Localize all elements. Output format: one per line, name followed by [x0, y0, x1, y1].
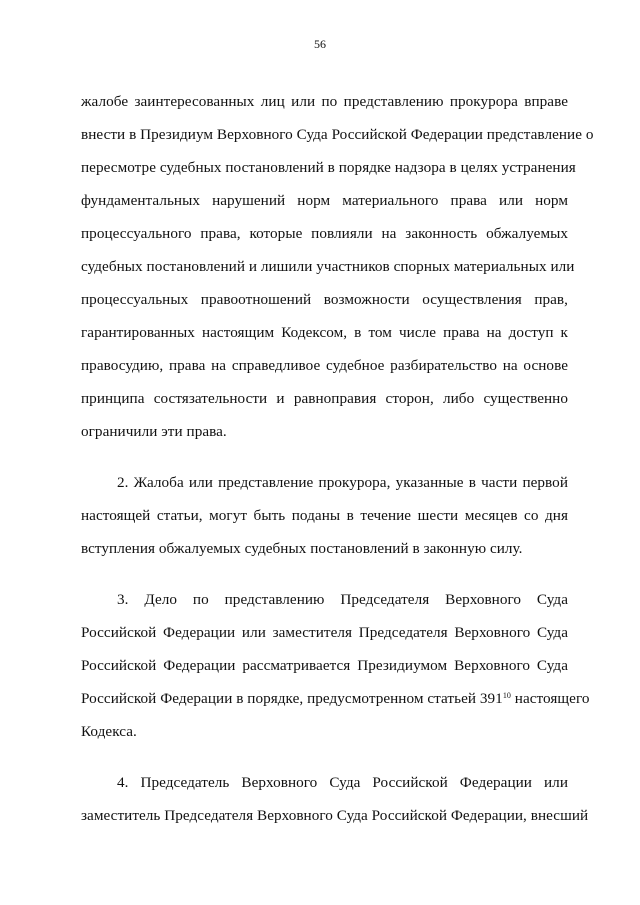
text-line: заместитель Председателя Верховного Суда Российской Федерации, внесший — [81, 807, 589, 824]
paragraph-gap — [81, 748, 568, 766]
text-line: жалобе заинтересованных лиц или по представлению прокурора вправе — [81, 93, 568, 110]
text-line: судебных постановлений и лишили участников спорных материальных или — [81, 258, 575, 275]
paragraph-3 — [81, 583, 590, 748]
page-number: 56 — [314, 37, 326, 51]
text-line: правосудию, права на справедливое судебное разбирательство на основе — [81, 357, 568, 374]
paragraph-1 — [81, 85, 594, 448]
text-line: гарантированных настоящим Кодексом, в том числе права на доступ к — [81, 324, 568, 341]
text-line: 4. Председатель Верховного Суда Российской Федерации или — [117, 774, 568, 791]
paragraph-gap — [81, 565, 568, 583]
text-fragment: настоящего — [510, 690, 590, 707]
text-line: 2. Жалоба или представление прокурора, указанные в части первой — [117, 474, 568, 491]
text-line: процессуального права, которые повлияли на законность обжалуемых — [81, 225, 568, 242]
text-line: ограничили эти права. — [81, 423, 227, 440]
text-line: настоящей статьи, могут быть поданы в течение шести месяцев со дня — [81, 507, 568, 524]
text-line: вступления обжалуемых судебных постановлений в законную силу. — [81, 540, 523, 557]
text-line: внести в Президиум Верховного Суда Российской Федерации представление о — [81, 126, 594, 143]
text-line: 3. Дело по представлению Председателя Верховного Суда — [117, 591, 568, 608]
text-line: пересмотре судебных постановлений в порядке надзора в целях устранения — [81, 159, 576, 176]
paragraph-2 — [81, 466, 568, 565]
text-line-with-article-ref — [81, 682, 590, 715]
paragraph-4 — [81, 766, 589, 832]
text-line: процессуальных правоотношений возможности осуществления прав, — [81, 291, 568, 308]
text-line: фундаментальных нарушений норм материального права или норм — [81, 192, 568, 209]
text-line: Российской Федерации или заместителя Председателя Верховного Суда — [81, 624, 568, 641]
text-line: Кодекса. — [81, 723, 137, 740]
text-line: принципа состязательности и равноправия сторон, либо существенно — [81, 390, 568, 407]
document-body — [81, 85, 594, 832]
article-superscript: 10 — [502, 691, 511, 700]
text-fragment: Российской Федерации в порядке, предусмотренном статьей 391 — [81, 690, 503, 707]
text-line: Российской Федерации рассматривается Президиумом Верховного Суда — [81, 657, 568, 674]
paragraph-gap — [81, 448, 568, 466]
